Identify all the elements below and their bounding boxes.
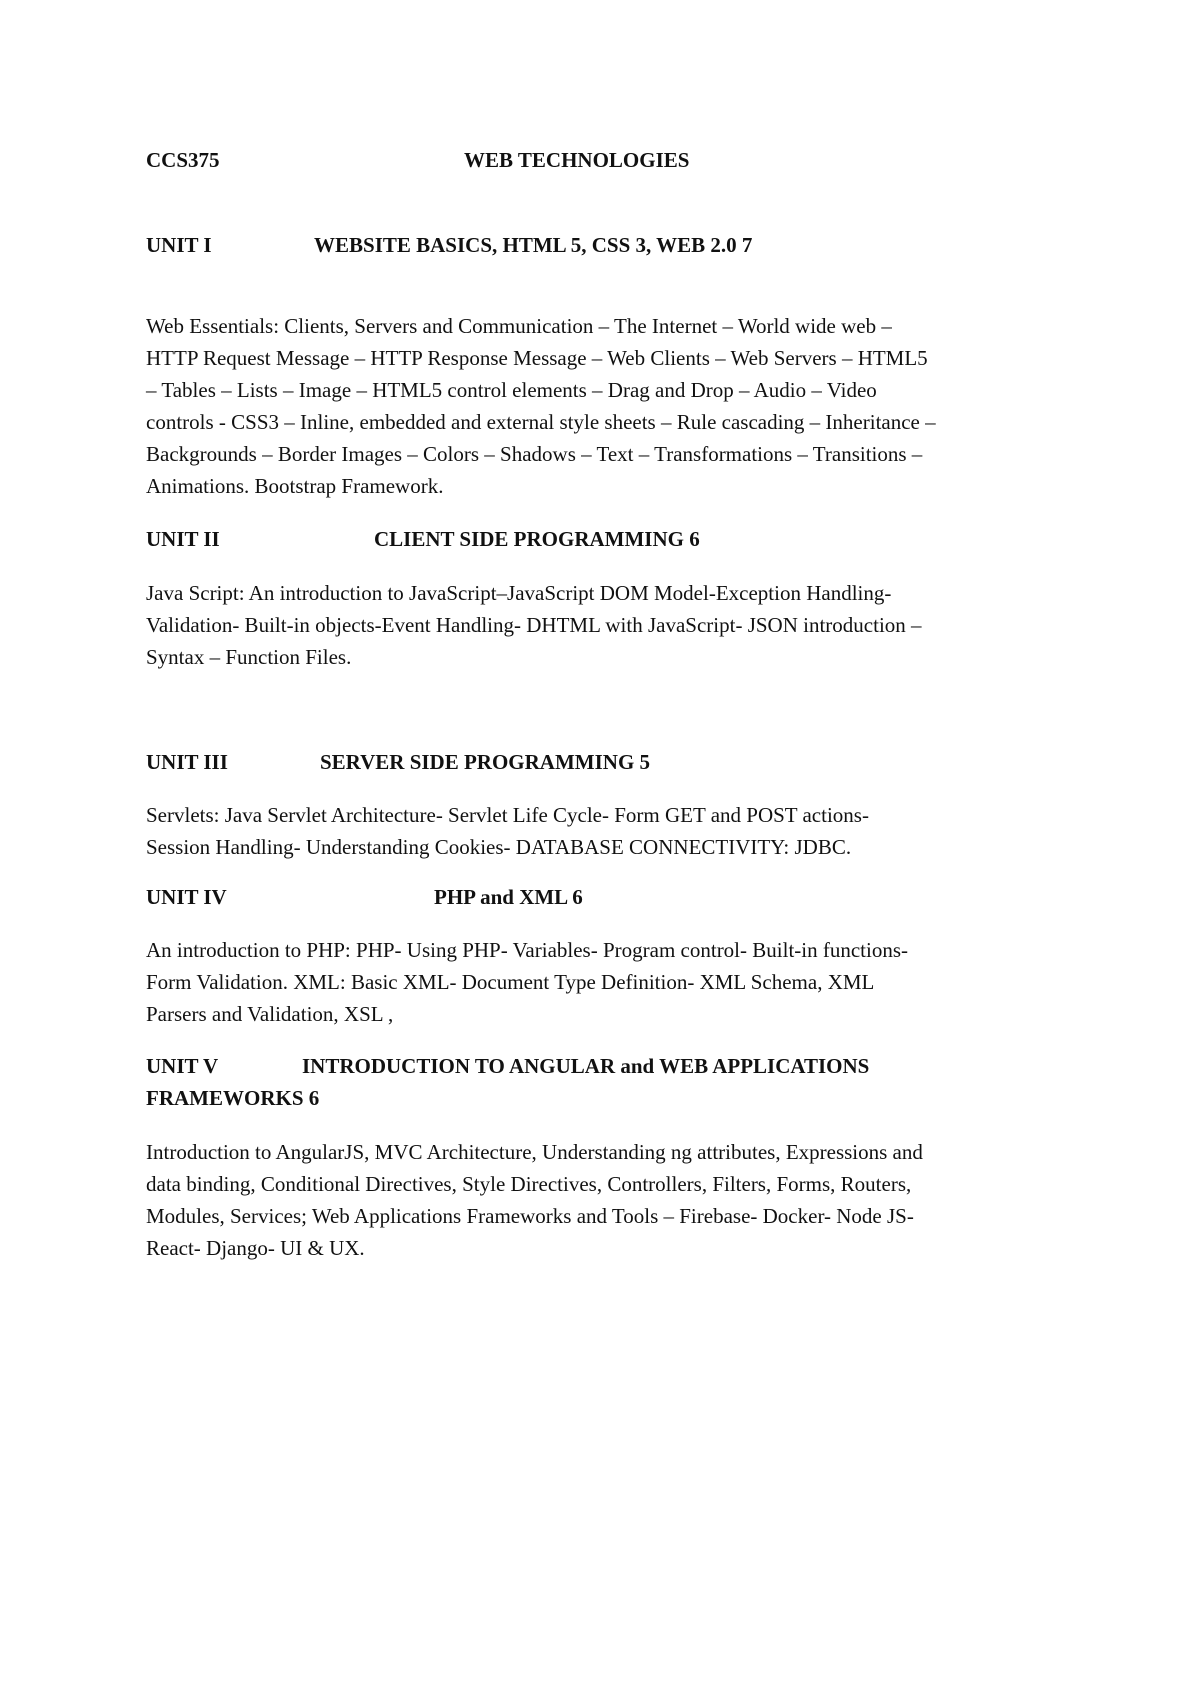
unit-3-body <box>146 799 869 863</box>
unit-4-label: UNIT IV <box>146 885 227 909</box>
unit-3-label: UNIT III <box>146 750 228 774</box>
unit-2-title: CLIENT SIDE PROGRAMMING 6 <box>374 527 700 551</box>
unit-5-line: data binding, Conditional Directives, Style Directives, Controllers, Filters, Forms, Routers, <box>146 1172 912 1196</box>
unit-2-label: UNIT II <box>146 527 220 551</box>
unit-5-title: INTRODUCTION TO ANGULAR and WEB APPLICATIONS <box>302 1054 870 1078</box>
unit-2-line: Syntax – Function Files. <box>146 645 352 669</box>
unit-2-body <box>146 577 922 673</box>
unit-1-line: Web Essentials: Clients, Servers and Communication – The Internet – World wide web – <box>146 314 892 338</box>
unit-4-title: PHP and XML 6 <box>434 885 583 909</box>
unit-4-line: Parsers and Validation, XSL , <box>146 1002 394 1026</box>
unit-3-line: Session Handling- Understanding Cookies- DATABASE CONNECTIVITY: JDBC. <box>146 835 852 859</box>
unit-1-label: UNIT I <box>146 233 212 257</box>
course-code: CCS375 <box>146 148 220 172</box>
unit-5-line: React- Django- UI & UX. <box>146 1236 365 1260</box>
unit-1-line: Backgrounds – Border Images – Colors – Shadows – Text – Transformations – Transitions – <box>146 442 923 466</box>
unit-5-label: UNIT V <box>146 1054 219 1078</box>
unit-4-line: Form Validation. XML: Basic XML- Document Type Definition- XML Schema, XML <box>146 970 875 994</box>
unit-2-line: Validation- Built-in objects-Event Handling- DHTML with JavaScript- JSON introduction – <box>146 613 922 637</box>
unit-1-line: HTTP Request Message – HTTP Response Message – Web Clients – Web Servers – HTML5 <box>146 346 928 370</box>
unit-5-line: Introduction to AngularJS, MVC Architecture, Understanding ng attributes, Expressions and <box>146 1140 923 1164</box>
course-title: WEB TECHNOLOGIES <box>464 148 690 172</box>
unit-3-title: SERVER SIDE PROGRAMMING 5 <box>320 750 651 774</box>
unit-5-body <box>146 1136 923 1264</box>
unit-4-line: An introduction to PHP: PHP- Using PHP- Variables- Program control- Built-in functions- <box>146 938 908 962</box>
unit-1-body <box>146 310 936 502</box>
unit-3-line: Servlets: Java Servlet Architecture- Servlet Life Cycle- Form GET and POST actions- <box>146 803 869 827</box>
unit-1-line: – Tables – Lists – Image – HTML5 control elements – Drag and Drop – Audio – Video <box>146 378 877 402</box>
unit-1-line: controls - CSS3 – Inline, embedded and external style sheets – Rule cascading – Inheritance – <box>146 410 936 434</box>
unit-4-body <box>146 934 908 1030</box>
unit-5-title-continued: FRAMEWORKS 6 <box>146 1086 320 1110</box>
unit-1-title: WEBSITE BASICS, HTML 5, CSS 3, WEB 2.0 7 <box>314 233 753 257</box>
unit-2-line: Java Script: An introduction to JavaScript–JavaScript DOM Model-Exception Handling- <box>146 581 892 605</box>
unit-1-line: Animations. Bootstrap Framework. <box>146 474 444 498</box>
unit-5-line: Modules, Services; Web Applications Frameworks and Tools – Firebase- Docker- Node JS- <box>146 1204 914 1228</box>
